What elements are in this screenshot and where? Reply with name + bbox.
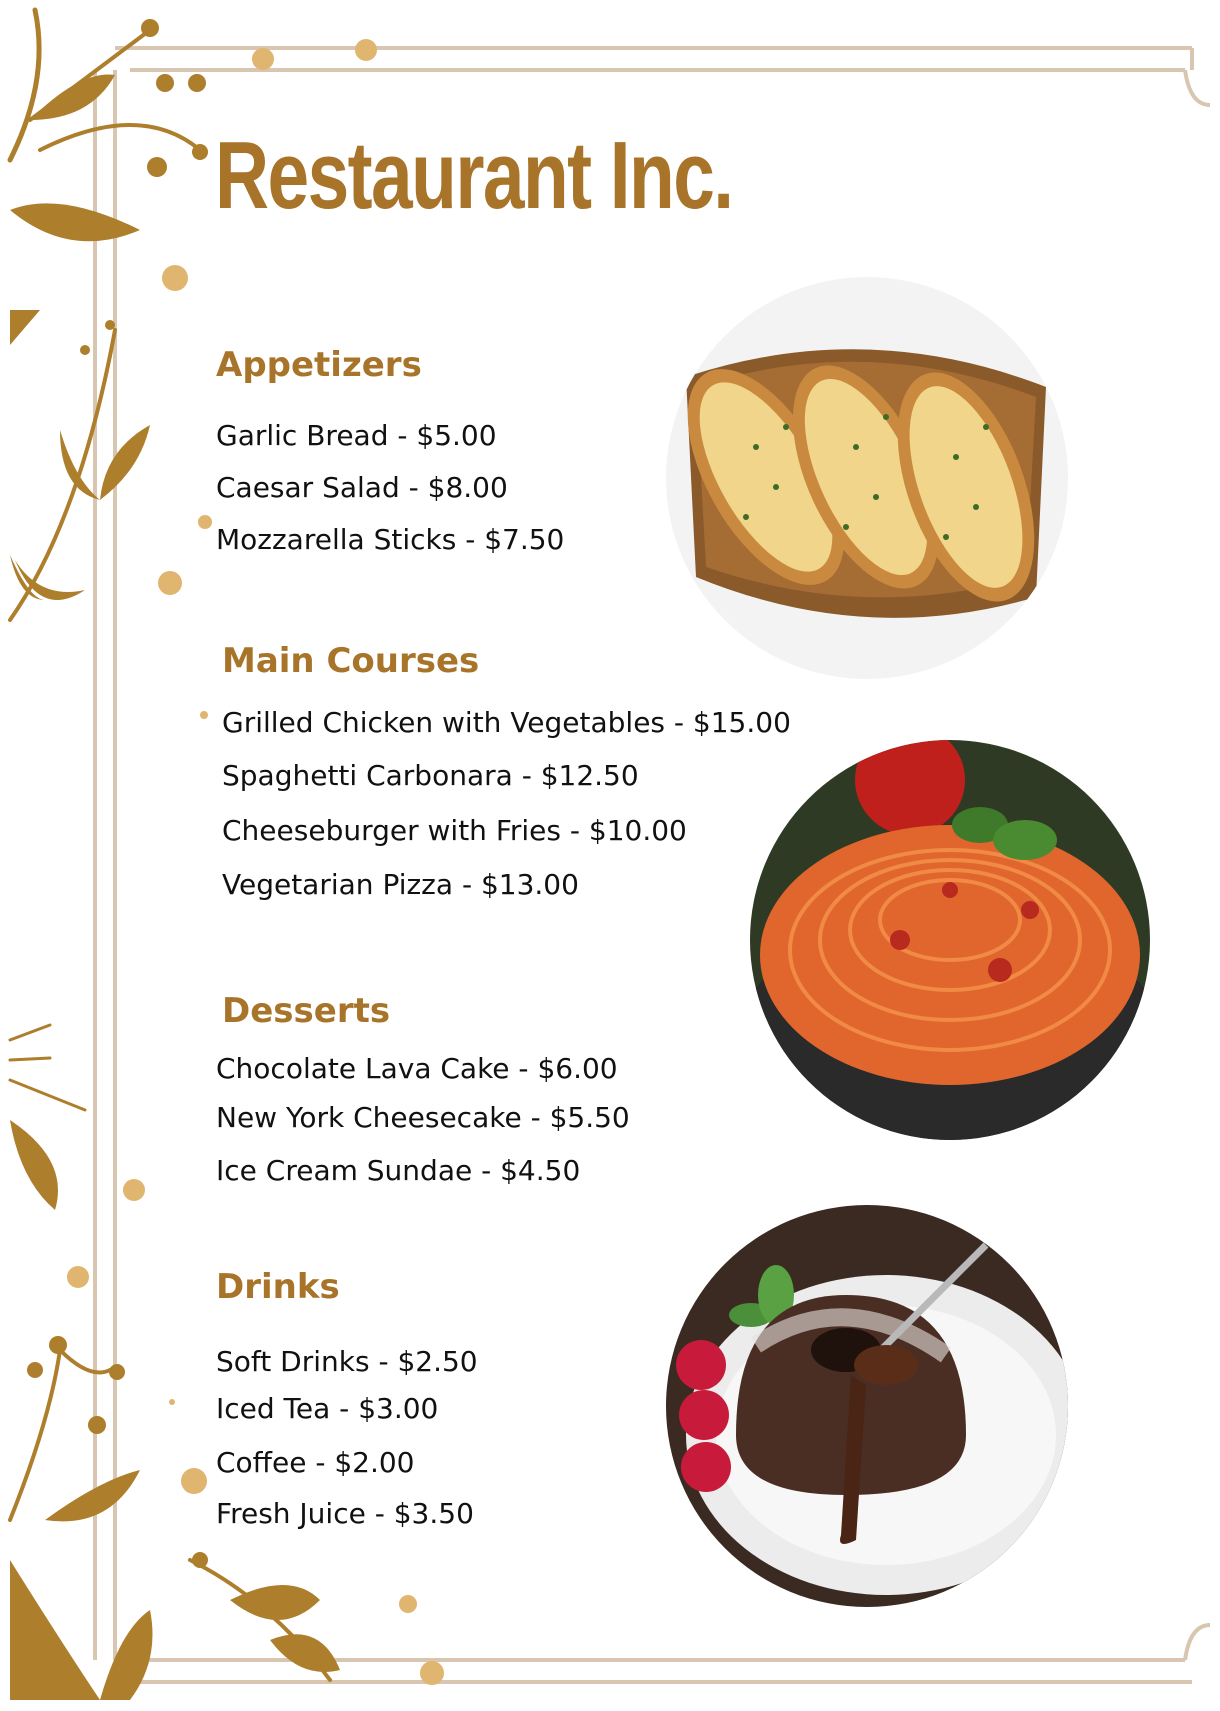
lava-cake-photo: [666, 1205, 1068, 1607]
menu-item: New York Cheesecake - $5.50: [216, 1101, 630, 1134]
section-heading-appetizers: Appetizers: [216, 345, 422, 385]
menu-item: Fresh Juice - $3.50: [216, 1497, 474, 1530]
menu-item: Vegetarian Pizza - $13.00: [222, 868, 579, 901]
menu-item: Garlic Bread - $5.00: [216, 419, 497, 452]
menu-item: Ice Cream Sundae - $4.50: [216, 1154, 581, 1187]
menu-item: Mozzarella Sticks - $7.50: [216, 523, 565, 556]
menu-item: Spaghetti Carbonara - $12.50: [222, 759, 639, 792]
menu-item: Grilled Chicken with Vegetables - $15.00: [222, 706, 791, 739]
restaurant-title: Restaurant Inc.: [215, 122, 733, 229]
menu-item: Iced Tea - $3.00: [216, 1392, 439, 1425]
section-heading-drinks: Drinks: [216, 1267, 340, 1307]
menu-item: Cheeseburger with Fries - $10.00: [222, 814, 687, 847]
menu-item: Caesar Salad - $8.00: [216, 471, 508, 504]
menu-item: Soft Drinks - $2.50: [216, 1345, 478, 1378]
garlic-bread-photo: [666, 277, 1068, 679]
spaghetti-photo: [750, 740, 1150, 1140]
section-heading-desserts: Desserts: [222, 991, 391, 1031]
menu-item: Chocolate Lava Cake - $6.00: [216, 1052, 618, 1085]
section-heading-main-courses: Main Courses: [222, 641, 480, 681]
menu-item: Coffee - $2.00: [216, 1446, 415, 1479]
